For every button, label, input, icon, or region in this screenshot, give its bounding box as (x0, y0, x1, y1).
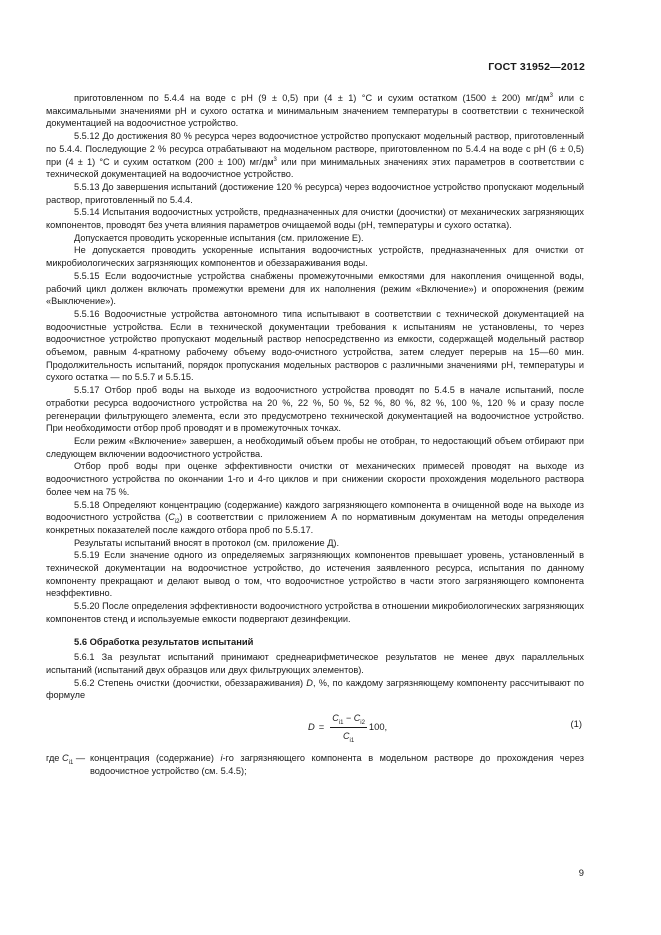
paragraph: 5.5.16 Водоочистные устройства автономного типа испытывают в соответствии с технической документацией на водоочистные устройства. Если в технической документации требования к испытаниям не установлены, то через водоочистное устройство пропускают модельный раствор непосредственно из емкости, содержащей модельный раствор объемом, равным 4-кратному рабочему объему водо-очистного устройства, затем следует перерыв на 15—60 мин. Продолжительность испытаний, порядок пропускания модельных растворов с различными значениями pH, температуры и сухого остатка — по 5.5.7 и 5.5.15. (46, 308, 584, 383)
paragraph (46, 92, 584, 130)
subscript: i2 (174, 519, 180, 526)
formula-block (46, 704, 584, 752)
document-body (46, 92, 584, 777)
paragraph (46, 130, 584, 181)
paragraph: 5.5.20 После определения эффективности водоочистного устройства в отношении микробиологических загрязняющих компонентов стенд и используемые емкости подвергают дезинфекции. (46, 601, 584, 624)
text-run: , %, по каждому загрязняющему компоненту рассчитывают по формуле (46, 677, 584, 701)
paragraph: Отбор проб воды при оценке эффективности очистки от механических примесей проводят на выходе из водоочистного устройства по окончании 1-го и 4-го циклов и при снижении скорости прохождения модельного раствора более чем на 75 %. (46, 461, 584, 497)
subscript: i2 (360, 719, 365, 726)
text-run: 5.5.12 До достижения 80 % ресурса через водоочистное устройство пропускают модельный раствор, приготовленный по 5.4.4. Последующие 2 % ресурса отрабатывают на модельном растворе, приготовленном по 5.4.4 на воде с pH (6 ± 0,5) при (4 ± 1) °С и сухим остатком (200 ± 100) мг/дм (46, 131, 584, 167)
superscript: 3 (549, 92, 553, 99)
formula-lhs: D (308, 720, 315, 732)
variable: C (332, 713, 339, 724)
formula-fraction (330, 712, 367, 742)
paragraph: Результаты испытаний вносят в протокол (см. приложение Д). (74, 537, 340, 548)
document-header: ГОСТ 31952—2012 (488, 61, 585, 73)
formula-equals: = (318, 720, 325, 732)
variable: C (343, 730, 350, 741)
paragraph: 5.5.15 Если водоочистные устройства снабжены промежуточными емкостями для накопления очищенной воды, рабочий цикл должен включать промежутки времени для их наполнения (режим «Включение») и опорожнения (режим «Выключение»). (46, 270, 584, 307)
subscript: i1 (349, 737, 355, 744)
formula (308, 712, 387, 742)
paragraph: Допускается проводить ускоренные испытания (см. приложение Е). (74, 232, 364, 243)
formula-multiplier: 100, (368, 720, 388, 732)
variable: C (353, 713, 361, 724)
paragraph: 5.5.13 До завершения испытаний (достижение 120 % ресурса) через водоочистное устройство пропускают модельный раствор, приготовленный по 5.4.4. (46, 181, 584, 205)
text-run: приготовленном по 5.4.4 на воде с pH (9 ± 0,5) при (4 ± 1) °С и сухим остатком (1500 ± 200) мг/дм (74, 93, 550, 103)
variable: C (61, 753, 69, 764)
text-run: 5.6.2 Степень очистки (доочистки, обеззараживания) (74, 677, 307, 688)
text-run: концентрация (содержание) (90, 753, 221, 764)
text-run: где (46, 753, 62, 764)
text-run: -го загрязняющего компонента в модельном растворе до прохождения через водоочистное устройство (см. 5.4.5); (90, 753, 584, 776)
where-definition (90, 752, 584, 777)
subscript: i1 (68, 759, 74, 766)
paragraph: Не допускается проводить ускоренные испытания водоочистных устройств, предназначенных для очистки от микробиологических загрязняющих компонентов и обеззараживания воды. (46, 245, 584, 269)
minus-sign: − (345, 713, 352, 724)
paragraph (46, 499, 584, 537)
superscript: 3 (273, 156, 277, 163)
page-number: 9 (578, 867, 584, 878)
formula-number: (1) (570, 718, 582, 730)
paragraph: 5.5.19 Если значение одного из определяемых загрязняющих компонентов превышает уровень, установленный в технической документации на водоочистное устройство, до истечения заявленного ресурса, испытания по данному компоненту прекращают и делают вывод о том, что водоочистное устройство в части этого загрязняющего компонента неэффективно. (46, 550, 584, 599)
paragraph: 5.6.1 За результат испытаний принимают среднеарифметическое результатов не менее двух параллельных испытаний (испытаний двух образцов или двух фильтрующих элементов). (46, 652, 584, 675)
where-clause (46, 752, 584, 777)
section-heading: 5.6 Обработка результатов испытаний (74, 635, 254, 647)
paragraph: Если режим «Включение» завершен, а необходимый объем пробы не отобран, то недостающий объем отбирают при следующем включении водоочистного устройства. (46, 435, 584, 459)
text-run: или при минимальных значениях этих параметров в соответствии с технической документацией на водоочистное устройство. (46, 156, 584, 180)
text-run: 5.5.18 Определяют концентрацию (содержание) каждого загрязняющего компонента в очищенной воде на выходе из водоочистного устройства ( (46, 499, 584, 523)
text-run: — (73, 753, 86, 764)
where-label (46, 752, 90, 777)
paragraph: 5.5.14 Испытания водоочистных устройств, предназначенных для очистки (доочистки) от механических загрязняющих компонентов, проводят без учета влияния параметров очищаемой воды (pH, температуры и сухого остатка). (46, 207, 584, 231)
text-run: ) в соответствии с приложением А по нормативным документам на методы определения конкретных показателей после каждого отбора проб по 5.5.17. (46, 512, 584, 535)
fraction-denominator (343, 728, 354, 743)
variable: C (168, 512, 175, 523)
paragraph: 5.5.17 Отбор проб воды на выходе из водоочистного устройства проводят по 5.4.5 в начале испытаний, после отработки ресурса водоочистного устройства на 20 %, 22 %, 50 %, 52 %, 80 %, 82 %, 100 %, 120 % и сразу после регенерации фильтрующего элемента, если это предусмотрено технической документацией на водоочистное устройство. При необходимости отбор проб проводят и в промежуточных точках. (46, 385, 584, 434)
variable: i (220, 753, 223, 764)
subscript: i1 (338, 719, 344, 726)
paragraph (46, 677, 584, 702)
variable: D (306, 677, 313, 688)
text-run: или с максимальными значениями pH и сухого остатка и минимальным значением температуры в соответствии с технической документацией на водоочистное устройство. (46, 93, 584, 129)
fraction-numerator (330, 712, 367, 728)
